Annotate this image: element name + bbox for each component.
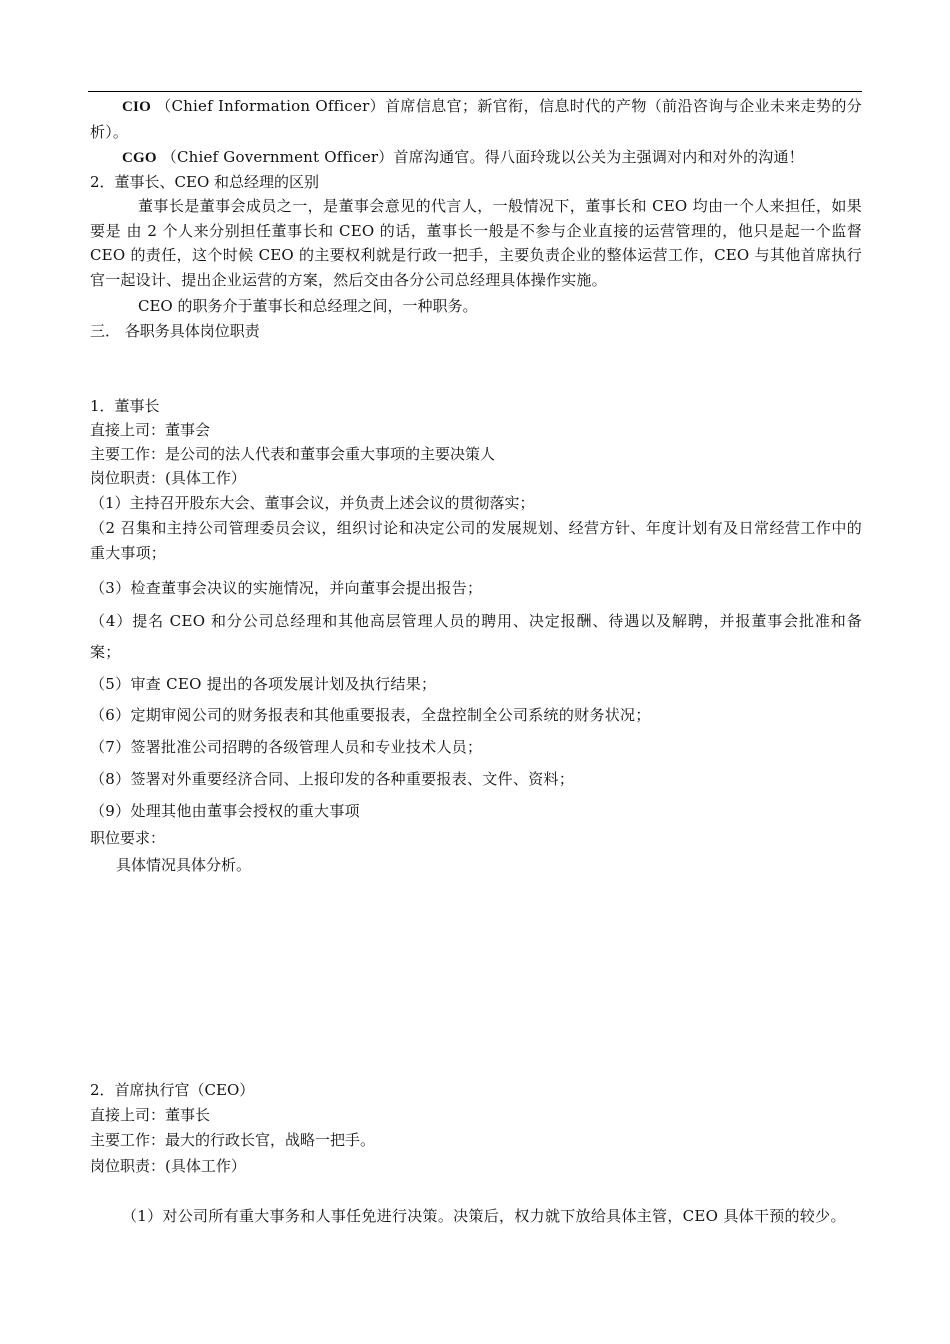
chairman-duty-2: （2 召集和主持公司管理委员会议，组织讨论和决定公司的发展规划、经营方针、年度计划有及日常经营工作中的重大事项； xyxy=(90,519,862,562)
ceo-superior: 直接上司：董事长 xyxy=(90,1106,211,1124)
cio-text: （Chief Information Officer）首席信息官；新官衔，信息时代的产物（前沿咨询与企业未来走势的分析）。 xyxy=(90,97,863,141)
chairman-duty-3: （3）检查董事会决议的实施情况，并向董事会提出报告； xyxy=(90,579,483,597)
chairman-duty-8: （8）签署对外重要经济合同、上报印发的各种重要报表、文件、资料； xyxy=(90,770,575,788)
chairman-requirements-label: 职位要求： xyxy=(90,829,166,847)
cio-abbr: CIO xyxy=(122,99,151,115)
chairman-duty-5: （5）审查 CEO 提出的各项发展计划及执行结果； xyxy=(90,675,437,693)
cgo-text: （Chief Government Officer）首席沟通官。得八面玲珑以公关为主强调对内和对外的沟通！ xyxy=(161,148,804,166)
chairman-duty-6: （6）定期审阅公司的财务报表和其他重要报表，全盘控制全公司系统的财务状况； xyxy=(90,706,651,724)
ceo-duties-label: 岗位职责：(具体工作） xyxy=(90,1157,246,1175)
chairman-superior: 直接上司：董事会 xyxy=(90,421,211,439)
chairman-main-work: 主要工作：是公司的法人代表和董事会重大事项的主要决策人 xyxy=(90,445,496,463)
ceo-main-work: 主要工作：最大的行政长官，战略一把手。 xyxy=(90,1131,376,1149)
chairman-duties-label: 岗位职责：(具体工作） xyxy=(90,469,246,487)
cgo-abbr: CGO xyxy=(122,150,157,166)
cio-paragraph xyxy=(90,94,862,144)
section2-paragraph-2: CEO 的职务介于董事长和总经理之间，一种职务。 xyxy=(138,297,478,315)
header-rule xyxy=(88,91,862,92)
section2-heading: 2．董事长、CEO 和总经理的区别 xyxy=(90,173,320,191)
chairman-duty-7: （7）签署批准公司招聘的各级管理人员和专业技术人员； xyxy=(90,738,483,756)
chairman-duty-1: （1）主持召开股东大会、董事会议，并负责上述会议的贯彻落实； xyxy=(90,494,535,512)
chairman-duty-9: （9）处理其他由董事会授权的重大事项 xyxy=(90,802,360,820)
chairman-title: 1．董事长 xyxy=(90,397,160,415)
section2-paragraph-1: 董事长是董事会成员之一，是董事会意见的代言人，一般情况下，董事长和 CEO 均由一个人来担任，如果要是 由 2 个人来分别担任董事长和 CEO 的话，董事长一般是不参与企业直接的运营管理的，他只是起一个监督 CEO 的责任，这个时候 CEO 的主要权利就是行政一把手，主要负责企业的整体运营工作，CEO 与其他首席执行官一起设计、提出企业运营的方案，然后交由各分公司总经理具体操作实施。 xyxy=(90,197,862,289)
ceo-title: 2．首席执行官（CEO） xyxy=(90,1081,255,1099)
chairman-duty-4: （4）提名 CEO 和分公司总经理和其他高层管理人员的聘用、决定报酬、待遇以及解聘，并报董事会批准和备案； xyxy=(90,612,862,661)
chairman-requirements-text: 具体情况具体分析。 xyxy=(116,856,252,874)
section3-heading: 三． 各职务具体岗位职责 xyxy=(90,322,260,340)
cgo-paragraph xyxy=(90,145,862,171)
ceo-duty-1: （1）对公司所有重大事务和人事任免进行决策。决策后，权力就下放给具体主管，CEO 具体干预的较少。 xyxy=(122,1207,846,1225)
